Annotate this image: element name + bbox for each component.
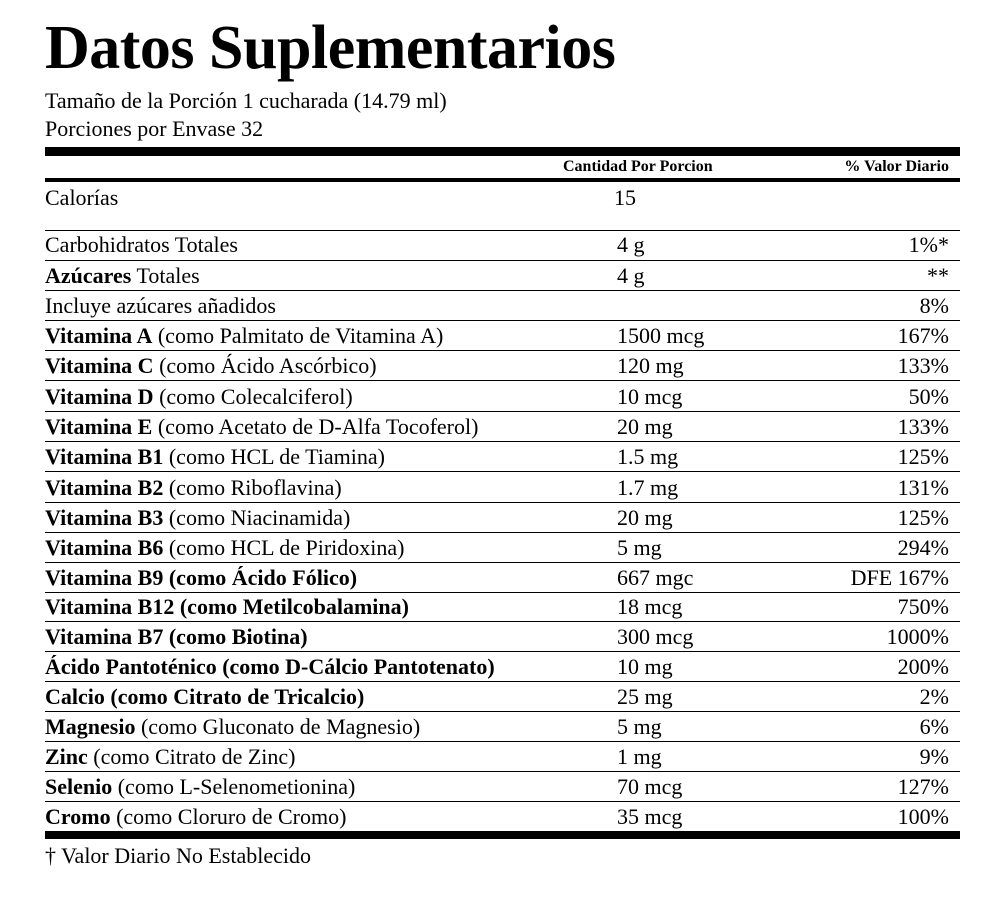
nutrient-amount: 1.5 mg — [617, 444, 679, 469]
row-divider — [45, 771, 960, 772]
nutrient-name-bold: Vitamina A — [45, 323, 153, 348]
nutrient-name-bold: Zinc — [45, 744, 88, 769]
nutrient-name-bold: Vitamina B7 (como Biotina) — [45, 624, 308, 649]
row-divider — [45, 621, 960, 622]
thick-divider-bottom — [45, 831, 960, 839]
nutrient-name-detail: (como HCL de Tiamina) — [163, 444, 385, 469]
row-divider — [45, 320, 960, 321]
nutrient-daily-value: 50% — [908, 384, 949, 409]
row-divider — [45, 562, 960, 563]
row-divider — [45, 260, 960, 261]
nutrient-amount: 25 mg — [617, 684, 673, 709]
nutrient-name — [45, 413, 478, 441]
nutrient-daily-value: ** — [927, 263, 949, 288]
nutrient-amount: 120 mg — [617, 353, 684, 378]
nutrient-daily-value: 6% — [919, 714, 949, 739]
nutrient-daily-value: 100% — [897, 804, 949, 829]
nutrient-daily-value: 1000% — [886, 624, 949, 649]
nutrient-name-bold: Selenio — [45, 774, 113, 799]
nutrient-name-bold: Ácido Pantoténico (como D-Cálcio Pantotenato) — [45, 654, 495, 679]
nutrient-name — [45, 443, 385, 471]
nutrient-name-detail: (como HCL de Piridoxina) — [163, 535, 405, 560]
nutrient-amount: 18 mcg — [617, 594, 683, 619]
nutrient-amount: 20 mg — [617, 414, 673, 439]
medium-divider — [45, 178, 960, 182]
nutrient-daily-value: 125% — [897, 505, 949, 530]
nutrient-amount: 10 mcg — [617, 384, 683, 409]
footnote: † Valor Diario No Establecido — [45, 843, 311, 868]
row-divider — [45, 532, 960, 533]
row-divider — [45, 350, 960, 351]
nutrient-daily-value: 1%* — [908, 232, 949, 257]
nutrient-name-detail: (como Cloruro de Cromo) — [110, 804, 347, 829]
nutrient-daily-value: 9% — [919, 744, 949, 769]
nutrient-amount: 1.7 mg — [617, 475, 679, 500]
nutrient-name-detail: (como Niacinamida) — [163, 505, 351, 530]
nutrient-name — [45, 713, 420, 741]
nutrient-daily-value: DFE 167% — [850, 565, 949, 590]
nutrient-name-bold: Vitamina B12 (como Metilcobalamina) — [45, 594, 409, 619]
nutrient-name — [45, 262, 200, 290]
nutrient-name — [45, 653, 495, 681]
nutrient-amount: 20 mg — [617, 505, 673, 530]
nutrient-amount: 4 g — [617, 263, 645, 288]
nutrient-daily-value: 133% — [897, 353, 949, 378]
nutrient-name-detail: (como L-Selenometionina) — [112, 774, 356, 799]
nutrient-name-bold: Vitamina E — [45, 414, 153, 439]
nutrient-daily-value: 294% — [897, 535, 949, 560]
header-amount: Cantidad Por Porcion — [563, 158, 713, 175]
nutrient-amount: 300 mcg — [617, 624, 694, 649]
nutrient-name-detail: (como Acetato de D-Alfa Tocoferol) — [152, 414, 479, 439]
panel-title: Datos Suplementarios — [45, 14, 616, 82]
nutrient-name — [45, 773, 355, 801]
nutrient-name — [45, 352, 377, 380]
serving-size: Tamaño de la Porción 1 cucharada (14.79 ml) — [45, 88, 447, 113]
nutrient-name-detail: (como Ácido Ascórbico) — [153, 353, 377, 378]
nutrient-name-detail: (como Citrato de Zinc) — [87, 744, 296, 769]
nutrient-name-detail: Calorías — [45, 185, 119, 210]
nutrient-name-detail: Incluye azúcares añadidos — [45, 293, 276, 318]
nutrient-amount: 1 mg — [617, 744, 662, 769]
nutrient-amount: 70 mcg — [617, 774, 683, 799]
nutrient-name-bold: Vitamina B6 — [45, 535, 164, 560]
nutrient-daily-value: 127% — [897, 774, 949, 799]
nutrient-amount: 35 mcg — [617, 804, 683, 829]
nutrient-name — [45, 184, 118, 212]
row-divider — [45, 290, 960, 291]
nutrient-name — [45, 534, 405, 562]
row-divider — [45, 741, 960, 742]
nutrient-daily-value: 750% — [897, 594, 949, 619]
nutrient-name-bold: Vitamina B3 — [45, 505, 164, 530]
thick-divider-top — [45, 147, 960, 156]
nutrient-daily-value: 2% — [919, 684, 949, 709]
nutrient-name — [45, 474, 342, 502]
row-divider — [45, 651, 960, 652]
nutrient-name — [45, 683, 364, 711]
nutrient-daily-value: 167% — [897, 323, 949, 348]
nutrient-name — [45, 743, 296, 771]
row-divider — [45, 711, 960, 712]
nutrient-name — [45, 593, 409, 621]
nutrient-amount: 15 — [614, 185, 636, 210]
nutrient-name-bold: Vitamina B1 — [45, 444, 164, 469]
nutrient-name-bold: Vitamina D — [45, 384, 154, 409]
nutrient-name — [45, 803, 346, 831]
row-divider — [45, 681, 960, 682]
nutrient-name-detail: (como Colecalciferol) — [153, 384, 353, 409]
nutrient-name — [45, 322, 443, 350]
nutrient-daily-value: 133% — [897, 414, 949, 439]
nutrient-name — [45, 231, 238, 259]
row-divider — [45, 502, 960, 503]
servings-per-container: Porciones por Envase 32 — [45, 116, 264, 141]
nutrient-name-bold: Calcio (como Citrato de Tricalcio) — [45, 684, 365, 709]
nutrient-amount: 667 mgc — [617, 565, 694, 590]
nutrient-name — [45, 564, 357, 592]
nutrient-daily-value: 200% — [897, 654, 949, 679]
row-divider — [45, 471, 960, 472]
row-divider — [45, 441, 960, 442]
nutrient-name-detail: (como Riboflavina) — [163, 475, 342, 500]
nutrient-name-detail: (como Gluconato de Magnesio) — [135, 714, 421, 739]
nutrient-name-detail: (como Palmitato de Vitamina A) — [152, 323, 444, 348]
nutrient-name-bold: Azúcares — [45, 263, 132, 288]
nutrient-amount: 1500 mcg — [617, 323, 705, 348]
nutrient-amount: 4 g — [617, 232, 645, 257]
nutrient-daily-value: 131% — [897, 475, 949, 500]
nutrient-name — [45, 504, 350, 532]
nutrient-name — [45, 383, 353, 411]
nutrient-name-bold: Vitamina B2 — [45, 475, 164, 500]
nutrient-amount: 5 mg — [617, 535, 662, 560]
row-divider — [45, 801, 960, 802]
nutrient-name-detail: Totales — [131, 263, 200, 288]
row-divider — [45, 380, 960, 381]
nutrient-amount: 10 mg — [617, 654, 673, 679]
nutrient-name-bold: Vitamina B9 (como Ácido Fólico) — [45, 565, 358, 590]
nutrient-name — [45, 292, 276, 320]
nutrient-daily-value: 125% — [897, 444, 949, 469]
nutrient-name — [45, 623, 308, 651]
nutrient-name-detail: Carbohidratos Totales — [45, 232, 238, 257]
nutrient-name-bold: Magnesio — [45, 714, 136, 739]
nutrient-name-bold: Cromo — [45, 804, 111, 829]
row-divider — [45, 411, 960, 412]
nutrient-daily-value: 8% — [919, 293, 949, 318]
nutrient-amount: 5 mg — [617, 714, 662, 739]
nutrient-name-bold: Vitamina C — [45, 353, 154, 378]
header-daily-value: % Valor Diario — [844, 158, 949, 175]
